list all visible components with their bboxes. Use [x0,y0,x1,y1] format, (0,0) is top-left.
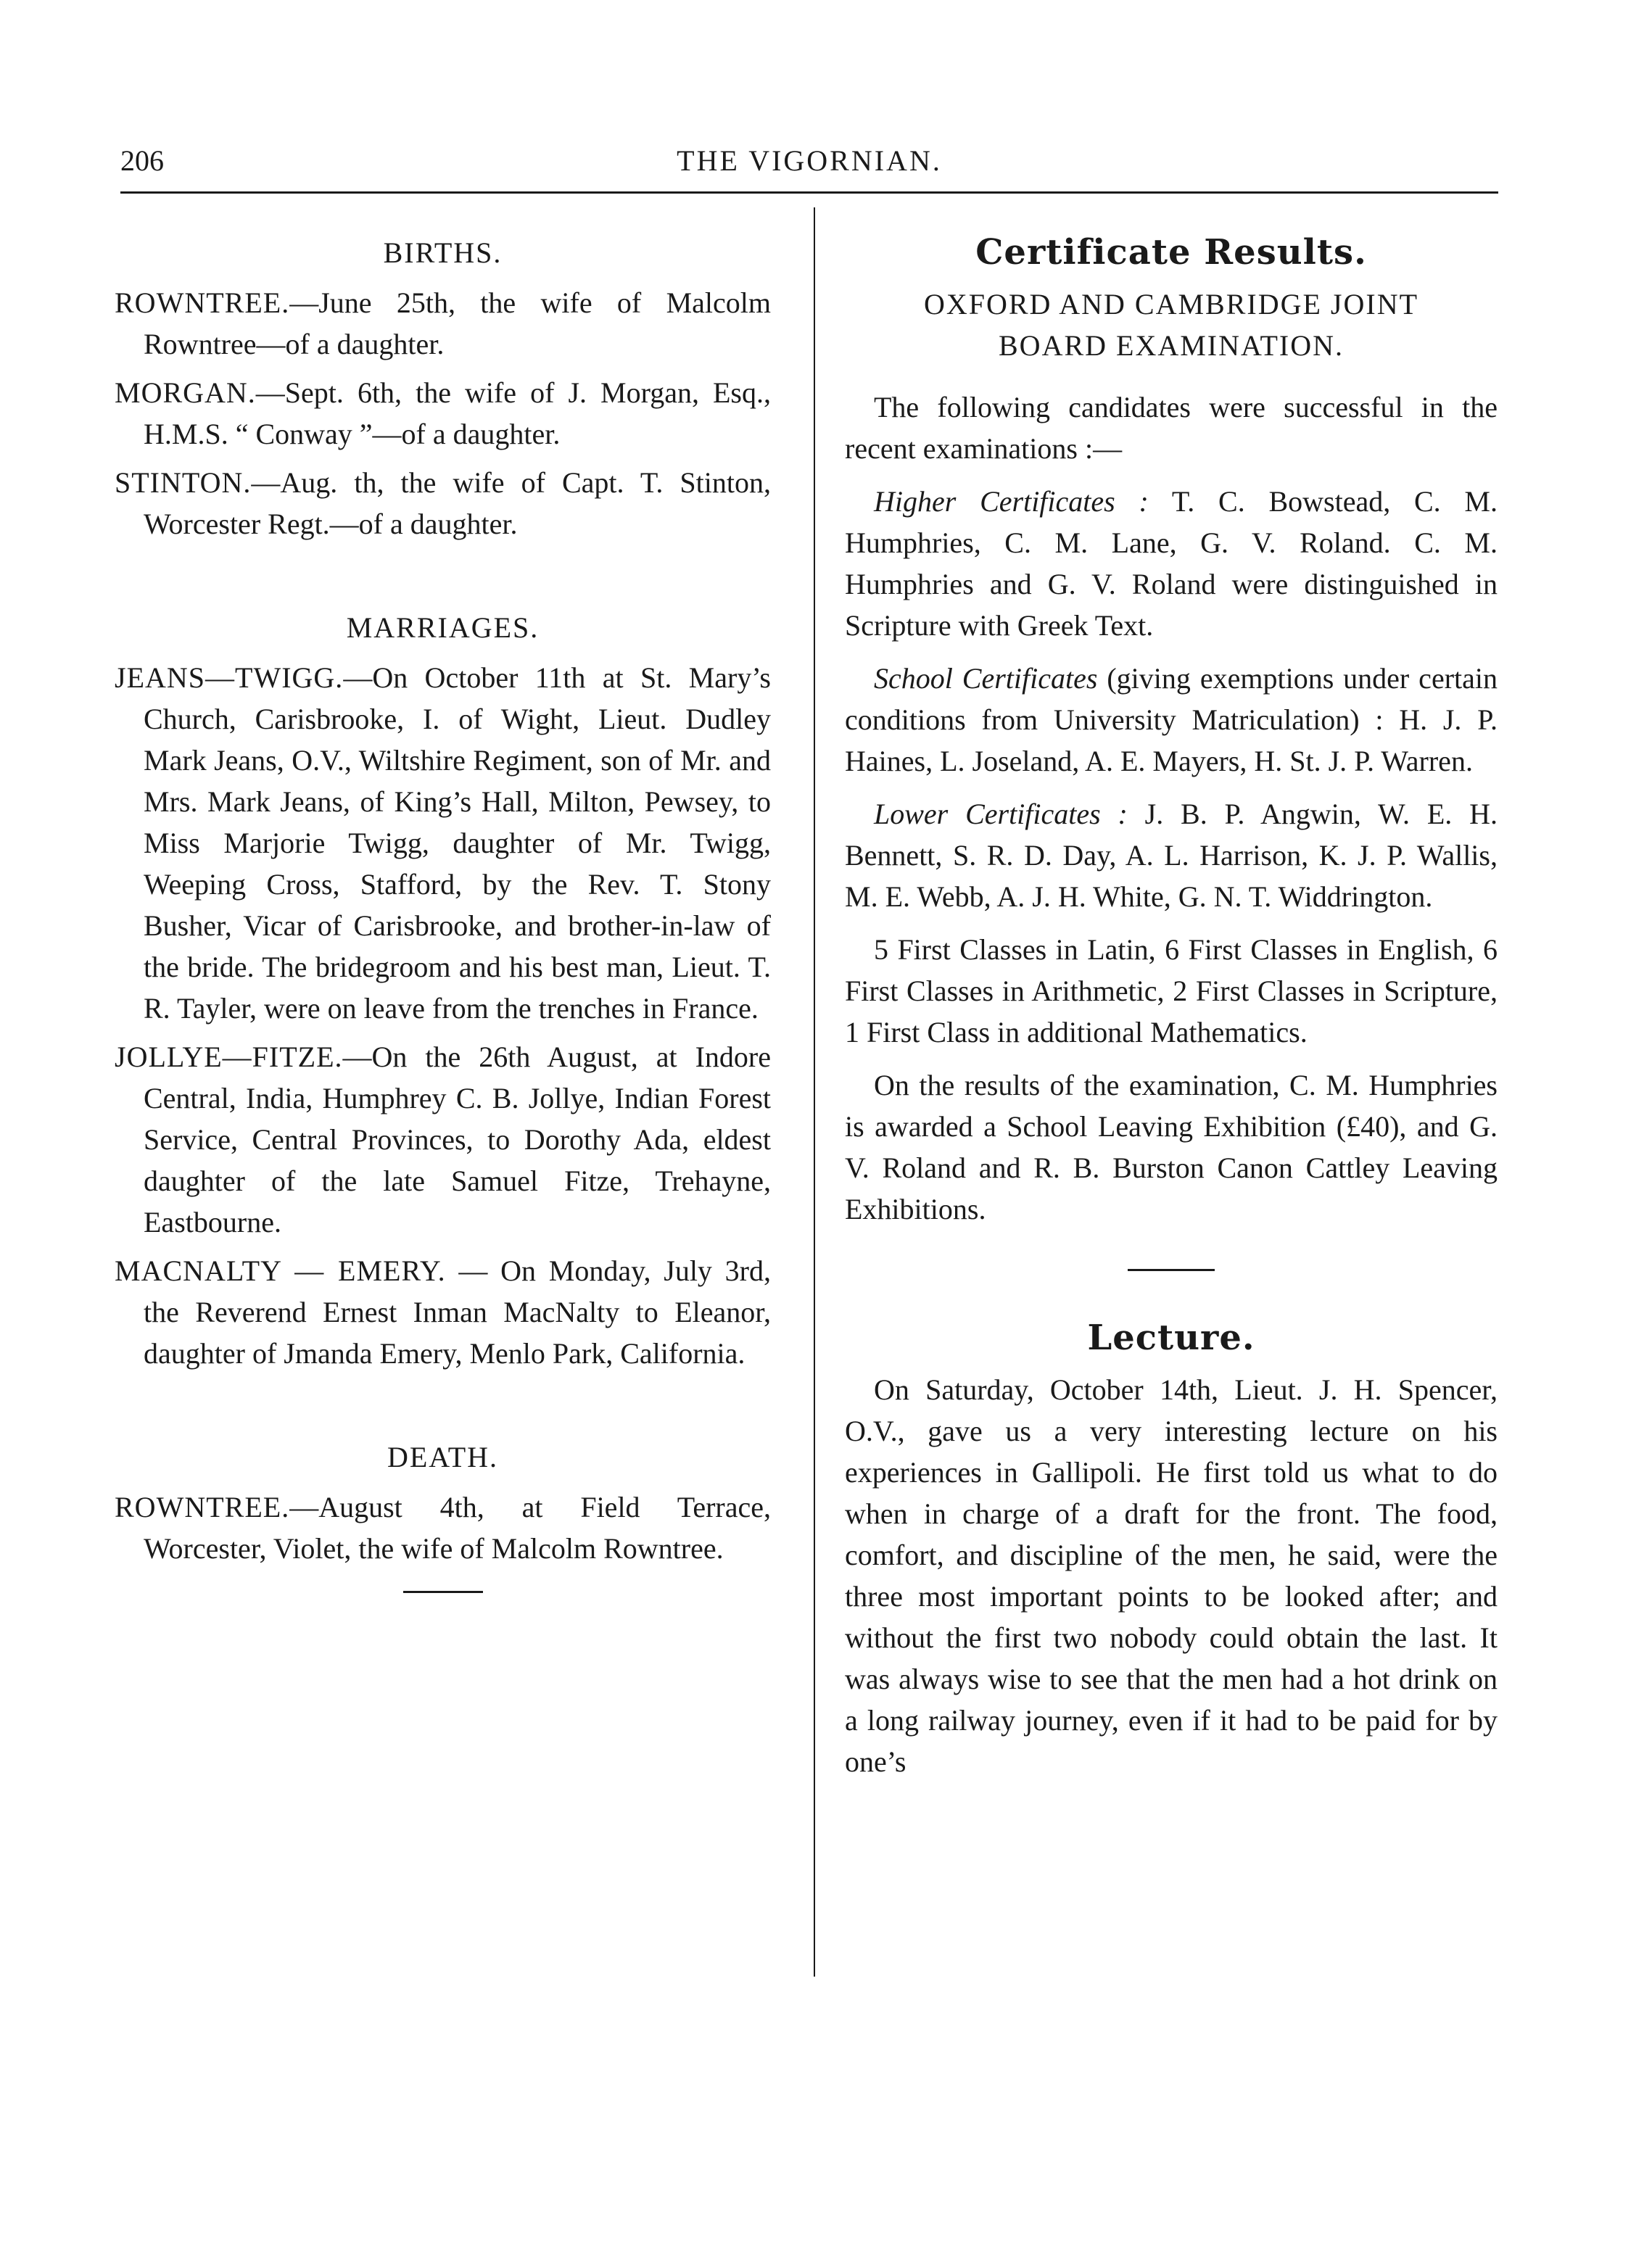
marriage-entry [115,1036,771,1243]
entry-name: JEANS—TWIGG. [115,661,344,694]
lecture-text: On Saturday, October 14th, Lieut. J. H. Spencer, O.V., gave us a very interesting lecture on his experiences in Gallipoli. He first told us what to do when in charge of a draft for the front. The food, comfort, and discipline of the men, he said, were the three most important points to be looked after; and without the first two nobody could obtain the last. It was always wise to see that the men had a hot drink on a long railway journey, even if it had to be paid for by one’s [845,1373,1498,1778]
lower-certificates [845,793,1498,917]
page-number: 206 [120,144,164,177]
journal-title: THE VIGORNIAN. [677,144,942,177]
marriage-entry [115,657,771,1029]
birth-entry [115,372,771,455]
exam-board-heading [845,284,1498,366]
entry-name: ROWNTREE. [115,1491,290,1523]
entry-text: —June 25th, the wife of Malcolm Rowntree—of a daughter. [144,286,771,360]
entry-text: — On Monday, July 3rd, the Reverend Ernest Inman MacNalty to Eleanor, daughter of Jmanda Emery, Menlo Park, California. [144,1254,771,1370]
left-column [115,232,771,1593]
section-end-rule [403,1591,483,1593]
column-divider [814,207,815,1977]
entry-text: —On October 11th at St. Mary’s Church, Carisbrooke, I. of Wight, Lieut. Dudley Mark Jeans, O.V., Wiltshire Regiment, son of Mr. and Mrs. Mark Jeans, of King’s Hall, Milton, Pewsey, to Miss Marjorie Twigg, daughter of Mr. Twigg, Weeping Cross, Stafford, by the Rev. T. Stony Busher, Vicar of Carisbrooke, and brother-in-law of the bride. The bridegroom and his best man, Lieut. T. R. Tayler, were on leave from the trenches in France. [144,661,771,1025]
section-divider-rule [1128,1269,1215,1271]
school-certificates-text: (giving exemptions under certain conditions from University Matriculation) : H. J. P. Haines, L. Joseland, A. E. Mayers, H. St. J. P. Warren. [845,662,1498,777]
entry-name: ROWNTREE. [115,286,290,319]
entry-text: —August 4th, at Field Terrace, Worcester, Violet, the wife of Malcolm Rowntree. [144,1491,771,1565]
lower-certificates-label: Lower Certificates : [874,798,1128,830]
entry-text: —Sept. 6th, the wife of J. Morgan, Esq., H.M.S. “ Conway ”—of a daughter. [144,376,771,450]
entry-text: —Aug. th, the wife of Capt. T. Stinton, Worcester Regt.—of a daughter. [144,466,771,540]
school-certificates-label: School Certificates [874,662,1098,695]
first-classes-summary: 5 First Classes in Latin, 6 First Classes in English, 6 First Classes in Arithmetic, 2 First Classes in Scripture, 1 First Class in additional Mathematics. [845,933,1498,1048]
lecture-title: Lecture. [1087,1318,1255,1358]
certificate-results-title: Certificate Results. [975,232,1367,273]
higher-certificates [845,481,1498,646]
death-heading: DEATH. [387,1441,499,1473]
page-header [120,144,1498,187]
birth-entry [115,462,771,545]
higher-certificates-label: Higher Certificates : [874,485,1149,518]
birth-entry [115,282,771,365]
header-rule [120,191,1498,194]
exhibition-results: On the results of the examination, C. M. Humphries is awarded a School Leaving Exhibition (£40), and G. V. Roland and R. B. Burston Canon Cattley Leaving Exhibitions. [845,1069,1498,1225]
exam-board-heading-line2: BOARD EXAMINATION. [999,329,1344,362]
entry-name: MACNALTY — EMERY. [115,1254,446,1287]
marriage-entry [115,1250,771,1374]
entry-name: STINTON. [115,466,252,499]
right-column [845,232,1498,1794]
exam-board-heading-line1: OXFORD AND CAMBRIDGE JOINT [923,288,1419,320]
death-entry [115,1486,771,1569]
lower-certificates-text: J. B. P. Angwin, W. E. H. Bennett, S. R. D. Day, A. L. Harrison, K. J. P. Wallis, M. E. Webb, A. J. H. White, G. N. T. Widdrington. [845,798,1498,913]
entry-name: JOLLYE—FITZE. [115,1041,343,1073]
higher-certificates-text: T. C. Bowstead, C. M. Humphries, C. M. Lane, G. V. Roland. C. M. Humphries and G. V. Roland were distinguished in Scripture with Greek Text. [845,485,1498,642]
certificate-intro: The following candidates were successful in the recent examinations :— [845,391,1498,465]
births-heading: BIRTHS. [383,236,503,269]
school-certificates [845,658,1498,782]
entry-name: MORGAN. [115,376,256,409]
marriages-heading: MARRIAGES. [346,611,540,644]
entry-text: —On the 26th August, at Indore Central, India, Humphrey C. B. Jollye, Indian Forest Service, Central Provinces, to Dorothy Ada, eldest daughter of the late Samuel Fitze, Trehayne, Eastbourne. [144,1041,771,1238]
